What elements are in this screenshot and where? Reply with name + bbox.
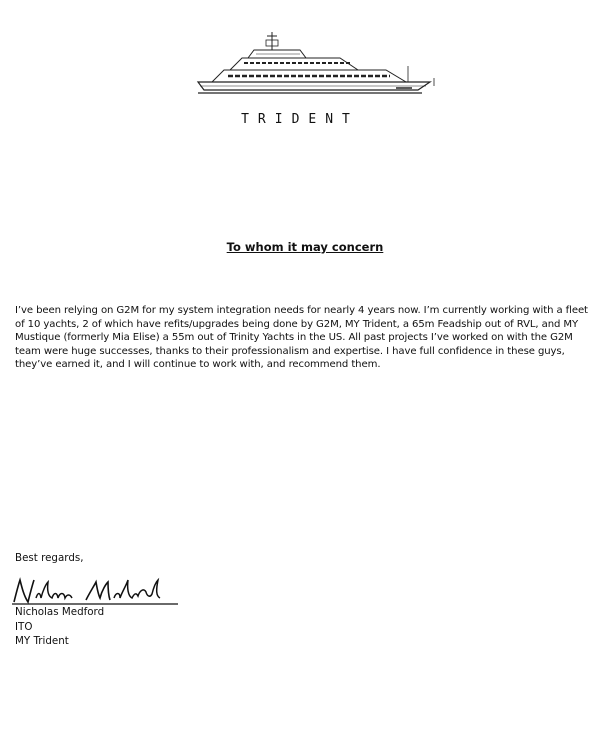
signer-vessel: MY Trident <box>15 635 69 648</box>
letter-body: I’ve been relying on G2M for my system integration needs for nearly 4 years now. I’m currently working with a fleet of 10 yachts, 2 of which have refits/upgrades being done by G2M, MY Trident, a 65m Feadship out of RVL, and MY Mustique (formerly Mia Elise) a 55m out of Trinity Yachts in the US. All past projects I’ve worked on with the G2M team were huge successes, thanks to their professionalism and expertise. I have full confidence in these guys, they’ve earned it, and I will continue to work with, and recommend them. <box>15 305 588 370</box>
signer-name: Nicholas Medford <box>15 606 105 618</box>
closing: Best regards, <box>15 552 84 564</box>
yacht-logo <box>190 30 440 100</box>
handwritten-signature <box>10 574 180 608</box>
signer-block <box>15 605 104 649</box>
signer-title: ITO <box>15 620 33 633</box>
letter-heading: To whom it may concern <box>226 240 384 254</box>
yacht-icon <box>190 30 440 100</box>
brand-name: TRIDENT <box>241 112 359 127</box>
